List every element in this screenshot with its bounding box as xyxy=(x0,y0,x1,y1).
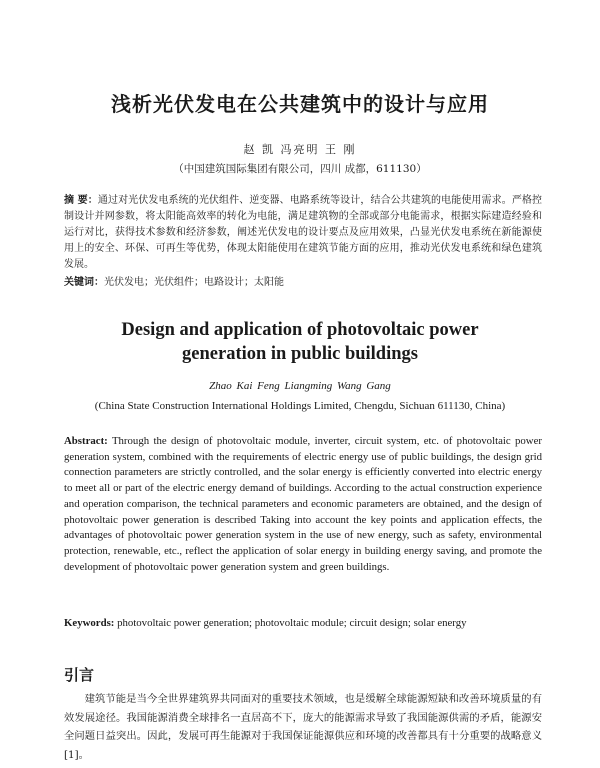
english-abstract-text: Through the design of photovoltaic module, inverter, circuit system, etc. of photovoltaic power generation system, combined with the requirements of electric energy use of public buildings, the design grid connection parameters are strictly controlled, and the solar energy is efficiently converted into electric energy to meet all or part of the electric energy demand of buildings. According to the actual construction experience and operation comparison, the technical parameters and economic parameters are obtained, and the design of photovoltaic power generation is described Taking into account the key points and application effects, the advantages of photovoltaic power generation system in the use of new energy, such as safety, environmental protection, renewable, etc., reflect the application of solar energy in building energy saving, and promote the development of photovoltaic power generation system and green buildings. xyxy=(64,435,542,573)
chinese-abstract-text: 通过对光伏发电系统的光伏组件、逆变器、电路系统等设计，结合公共建筑的电能使用需求。严格控制设计并网参数，将太阳能高效率的转化为电能，满足建筑物的全部或部分电能需求，根据实际建造经验和运行对比，获得技术参数和经济参数，阐述光伏发电的设计要点及应用效果，凸显光伏发电系统在新能源使用上的安全、环保、可再生等优势，体现太阳能使用在建筑节能方面的应用，推动光伏发电系统和绿色建筑发展。 xyxy=(64,195,543,270)
chinese-title: 浅析光伏发电在公共建筑中的设计与应用 xyxy=(111,92,489,116)
chinese-keywords xyxy=(64,275,542,291)
english-abstract-label: Abstract: xyxy=(64,435,108,447)
english-title-line2: generation in public buildings xyxy=(182,344,418,364)
introduction-heading: 引言 xyxy=(64,666,95,684)
chinese-keywords-label: 关键词： xyxy=(64,277,104,288)
english-title xyxy=(0,318,600,366)
chinese-affiliation: （中国建筑国际集团有限公司，四川 成都，611130） xyxy=(173,163,427,175)
chinese-keywords-text: 光伏发电；光伏组件；电路设计；太阳能 xyxy=(104,277,284,288)
english-keywords-label: Keywords: xyxy=(64,617,115,629)
chinese-abstract-label: 摘 要： xyxy=(64,195,98,206)
english-keywords-text: photovoltaic power generation; photovoltaic module; circuit design; solar energy xyxy=(117,617,467,629)
english-keywords xyxy=(64,616,542,632)
english-abstract xyxy=(64,434,542,575)
chinese-abstract xyxy=(64,193,542,273)
chinese-authors: 赵 凯 冯亮明 王 刚 xyxy=(243,143,357,156)
introduction-paragraph: 建筑节能是当今全世界建筑界共同面对的重要技术领域，也是缓解全球能源短缺和改善环境质量的有效发展途径。我国能源消费全球排名一直居高不下，庞大的能源需求导致了我国能源供需的矛盾，能源安全问题日益突出。因此，发展可再生能源对于我国保证能源供应和环境的改善都具有十分重要的战略意义[1]。 xyxy=(64,693,542,761)
english-affiliation: (China State Construction International Holdings Limited, Chengdu, Sichuan 611130, China) xyxy=(94,400,506,412)
english-title-line1: Design and application of photovoltaic power xyxy=(121,320,479,340)
english-authors: Zhao Kai Feng Liangming Wang Gang xyxy=(209,380,391,392)
